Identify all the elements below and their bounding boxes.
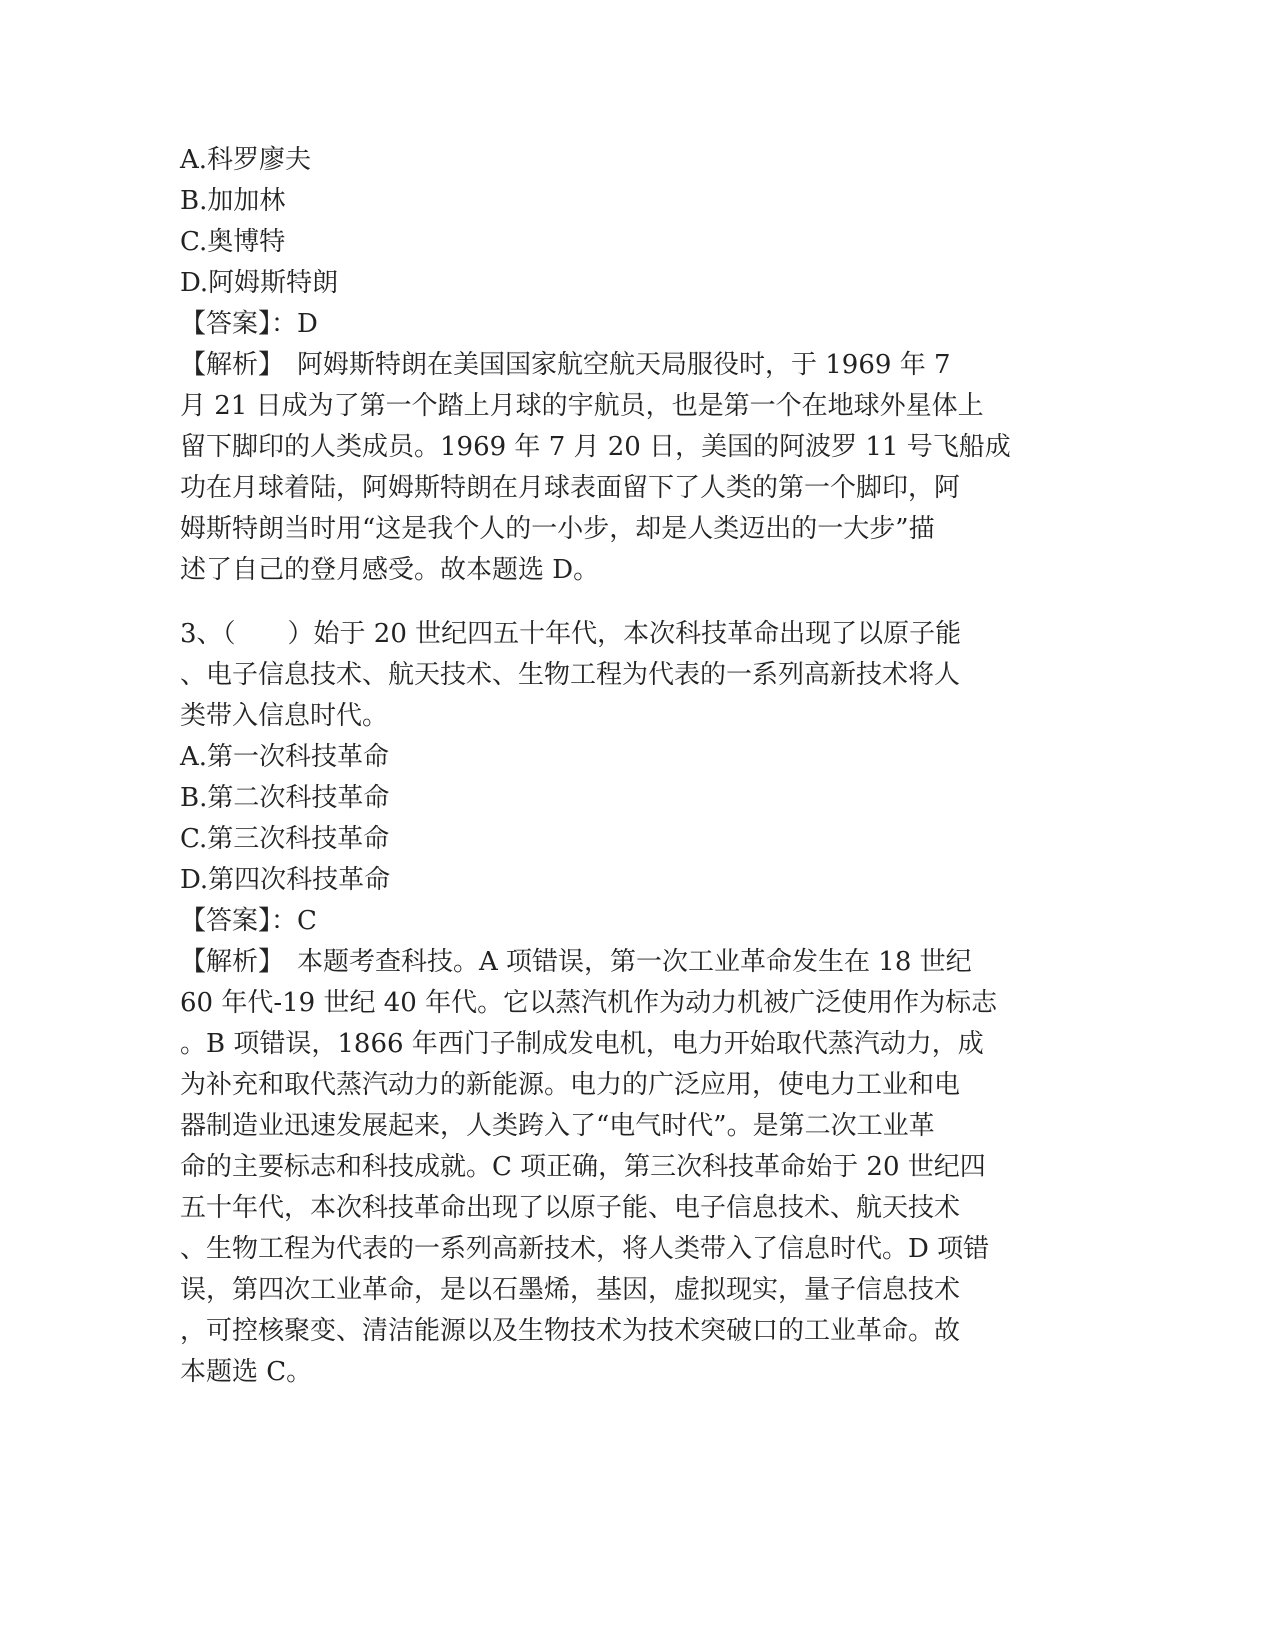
analysis-line: 【解析】 阿姆斯特朗在美国国家航空航天局服役时，于 1969 年 7 xyxy=(180,350,951,380)
question-stem-line: 类带入信息时代。 xyxy=(180,701,389,731)
question-3 xyxy=(180,614,1040,1393)
analysis-line: 。B 项错误，1866 年西门子制成发电机，电力开始取代蒸汽动力，成 xyxy=(180,1029,984,1059)
answer-line: 【答案】：D xyxy=(180,309,318,339)
analysis-line: 月 21 日成为了第一个踏上月球的宇航员，也是第一个在地球外星体上 xyxy=(180,391,984,421)
option-a: A.第一次科技革命 xyxy=(180,742,390,772)
option-b: B.第二次科技革命 xyxy=(180,783,390,813)
analysis-line: 【解析】 本题考查科技。A 项错误，第一次工业革命发生在 18 世纪 xyxy=(180,947,972,977)
analysis-line: 误，第四次工业革命，是以石墨烯，基因，虚拟现实，量子信息技术 xyxy=(180,1275,961,1305)
question-stem-line: 、电子信息技术、航天技术、生物工程为代表的一系列高新技术将人 xyxy=(180,660,961,690)
analysis-line: 功在月球着陆，阿姆斯特朗在月球表面留下了人类的第一个脚印，阿 xyxy=(180,473,961,503)
analysis-line: 留下脚印的人类成员。1969 年 7 月 20 日，美国的阿波罗 11 号飞船成 xyxy=(180,432,1011,462)
analysis-line: 本题选 C。 xyxy=(180,1357,313,1387)
question-stem-line: 3、（ ）始于 20 世纪四五十年代，本次科技革命出现了以原子能 xyxy=(180,619,962,649)
analysis-line: ，可控核聚变、清洁能源以及生物技术为技术突破口的工业革命。故 xyxy=(180,1316,961,1346)
option-d: D.阿姆斯特朗 xyxy=(180,268,339,298)
analysis-line: 器制造业迅速发展起来，人类跨入了“电气时代”。是第二次工业革 xyxy=(180,1111,935,1141)
answer-line: 【答案】：C xyxy=(180,906,317,936)
analysis-line: 为补充和取代蒸汽动力的新能源。电力的广泛应用，使电力工业和电 xyxy=(180,1070,961,1100)
analysis-line: 命的主要标志和科技成就。C 项正确，第三次科技革命始于 20 世纪四 xyxy=(180,1152,986,1182)
analysis-line: 姆斯特朗当时用“这是我个人的一小步，却是人类迈出的一大步”描 xyxy=(180,514,935,544)
question-2-tail xyxy=(180,140,1040,591)
analysis-line: 述了自己的登月感受。故本题选 D。 xyxy=(180,555,600,585)
analysis-line: 60 年代-19 世纪 40 年代。它以蒸汽机作为动力机被广泛使用作为标志 xyxy=(180,988,998,1018)
analysis-line: 五十年代，本次科技革命出现了以原子能、电子信息技术、航天技术 xyxy=(180,1193,961,1223)
option-b: B.加加林 xyxy=(180,186,286,216)
option-d: D.第四次科技革命 xyxy=(180,865,391,895)
option-a: A.科罗廖夫 xyxy=(180,145,312,175)
analysis-line: 、生物工程为代表的一系列高新技术，将人类带入了信息时代。D 项错 xyxy=(180,1234,990,1264)
option-c: C.奥博特 xyxy=(180,227,286,257)
option-c: C.第三次科技革命 xyxy=(180,824,390,854)
